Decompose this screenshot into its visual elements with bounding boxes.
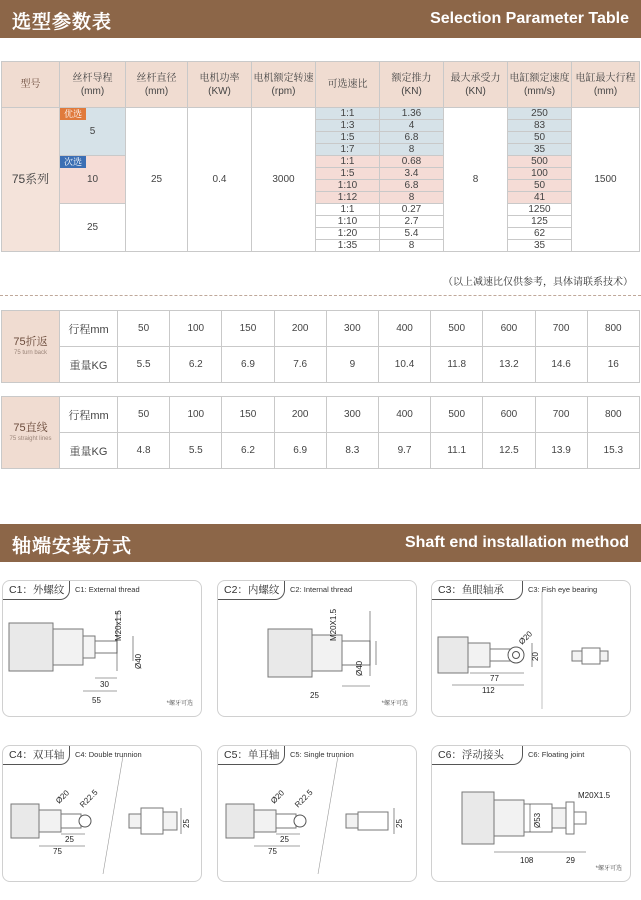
thrust-cell: 5.4 [380, 228, 444, 240]
weight-cell: 10.4 [378, 347, 430, 383]
thrust-cell: 2.7 [380, 216, 444, 228]
card-c3-fish-eye-bearing [431, 580, 631, 717]
table-header-cell: 型号 [2, 62, 60, 108]
table-row [2, 108, 640, 120]
section-title-en: Shaft end installation method [404, 534, 629, 551]
weight-cell: 6.9 [274, 433, 326, 469]
max-stroke-cell: 1500 [572, 108, 640, 252]
stroke-cell: 600 [483, 397, 535, 433]
svg-text:20 [531, 652, 540, 661]
c6-dim-thread: M20X1.5 [578, 791, 611, 800]
series-name-en: 75 straight lines [9, 436, 52, 442]
svg-text:75 [53, 847, 62, 856]
svg-text:M20X1.5 [578, 791, 611, 800]
c5-dim-length-short: 25 [280, 835, 289, 844]
table-header-cell: 最大承受力 (KN) [444, 62, 508, 108]
secondary-badge: 次选 [60, 156, 86, 168]
c6-drawing [432, 746, 630, 881]
speed-cell: 35 [508, 240, 572, 252]
svg-text:77 [490, 674, 499, 683]
stroke-cell: 100 [170, 311, 222, 347]
svg-text:30 [100, 680, 109, 689]
table-row [2, 156, 640, 168]
svg-text:25 [65, 835, 74, 844]
stroke-row [2, 397, 640, 433]
card-c2-internal-thread [217, 580, 417, 717]
lead-value: 5 [89, 126, 96, 137]
table-header-cell: 电机功率 (KW) [188, 62, 252, 108]
stroke-cell: 500 [431, 397, 483, 433]
svg-text:Ø53 [533, 812, 542, 828]
weight-cell: 5.5 [118, 347, 170, 383]
stroke-row [2, 311, 640, 347]
c3-drawing [432, 581, 630, 716]
svg-text:25 [310, 691, 319, 700]
ratio-cell: 1:5 [316, 132, 380, 144]
svg-text:Ø20 [269, 788, 286, 805]
section-title-zh: 轴端安装方式 [12, 536, 133, 557]
rpm-cell: 3000 [252, 108, 316, 252]
svg-text:75 [268, 847, 277, 856]
c3-dim-length-total: 112 [482, 686, 495, 695]
c6-dim-length-end: 29 [566, 856, 575, 865]
card-description: C5: Single trunnion [290, 750, 354, 759]
weight-row [2, 433, 640, 469]
thrust-cell: 0.68 [380, 156, 444, 168]
lead-cell [60, 156, 126, 204]
speed-cell: 50 [508, 132, 572, 144]
card-tab: C4：双耳轴 [9, 749, 65, 761]
card-description: C1: External thread [75, 585, 140, 594]
svg-text:25 [280, 835, 289, 844]
ratio-cell: 1:1 [316, 108, 380, 120]
table-header-cell: 电机额定转速 (rpm) [252, 62, 316, 108]
ratio-cell: 1:10 [316, 216, 380, 228]
weight-table-straight [1, 396, 640, 469]
card-c6-floating-joint [431, 745, 631, 882]
weight-label: 重量KG [60, 433, 118, 469]
card-note: *螺牙可选 [166, 701, 193, 707]
speed-cell: 250 [508, 108, 572, 120]
c3-dim-length-short: 77 [490, 674, 499, 683]
ratio-cell: 1:1 [316, 204, 380, 216]
c1-dim-diameter: Ø40 [134, 653, 143, 669]
ratio-cell: 1:5 [316, 168, 380, 180]
stroke-cell: 150 [222, 311, 274, 347]
weight-row [2, 347, 640, 383]
card-tab: C6：浮动接头 [438, 749, 504, 761]
thrust-cell: 8 [380, 144, 444, 156]
stroke-cell: 500 [431, 311, 483, 347]
svg-text:R22.5 [78, 788, 100, 810]
svg-text:29 [566, 856, 575, 865]
c4-dim-length-short: 25 [65, 835, 74, 844]
stroke-cell: 700 [535, 397, 587, 433]
ratio-cell: 1:7 [316, 144, 380, 156]
lead-value: 10 [86, 174, 99, 185]
section-title-en: Selection Parameter Table [430, 10, 629, 27]
speed-cell: 83 [508, 120, 572, 132]
c5-dim-length-total: 75 [268, 847, 277, 856]
stroke-cell: 200 [274, 311, 326, 347]
svg-text:25 [182, 819, 191, 828]
svg-text:108 [520, 856, 534, 865]
thrust-cell: 0.27 [380, 204, 444, 216]
c5-drawing [218, 746, 416, 881]
lead-cell [60, 204, 126, 252]
parameter-table [1, 61, 640, 252]
speed-cell: 500 [508, 156, 572, 168]
table-row [2, 204, 640, 216]
dashed-divider [0, 295, 641, 296]
c6-dim-length: 108 [520, 856, 534, 865]
table-header-cell: 电缸额定速度 (mm/s) [508, 62, 572, 108]
section-banner-selection [0, 0, 641, 38]
weight-cell: 9.7 [378, 433, 430, 469]
speed-cell: 125 [508, 216, 572, 228]
c1-dim-length-short: 30 [100, 680, 109, 689]
ratio-cell: 1:35 [316, 240, 380, 252]
c6-dim-diameter: Ø53 [533, 812, 542, 828]
c4-dim-radius: R22.5 [78, 787, 100, 810]
card-description: C6: Floating joint [528, 750, 585, 759]
svg-text:55 [92, 696, 101, 705]
speed-cell: 50 [508, 180, 572, 192]
weight-series-label [2, 397, 60, 469]
c4-dim-hole: Ø20 [54, 788, 72, 806]
weight-label: 重量KG [60, 347, 118, 383]
svg-text:R22.5 [293, 788, 315, 810]
stroke-cell: 100 [170, 397, 222, 433]
card-tab: C1：外螺纹 [9, 584, 65, 596]
speed-cell: 1250 [508, 204, 572, 216]
stroke-cell: 300 [326, 397, 378, 433]
ratio-cell: 1:20 [316, 228, 380, 240]
card-c4-double-trunnion [2, 745, 202, 882]
weight-cell: 4.8 [118, 433, 170, 469]
table-header-cell: 电缸最大行程 (mm) [572, 62, 640, 108]
weight-cell: 6.2 [170, 347, 222, 383]
ratio-cell: 1:12 [316, 192, 380, 204]
svg-text:M20X1.5 [329, 608, 338, 641]
weight-cell: 11.1 [431, 433, 483, 469]
stroke-cell: 300 [326, 311, 378, 347]
table-header-cell: 丝杆直径 (mm) [126, 62, 188, 108]
card-c1-external-thread [2, 580, 202, 717]
card-note: *螺牙可选 [381, 701, 408, 707]
ratio-cell: 1:3 [316, 120, 380, 132]
card-description: C3: Fish eye bearing [528, 585, 598, 594]
table-header-cell: 丝杆导程 (mm) [60, 62, 126, 108]
card-tab: C2：内螺纹 [224, 584, 280, 596]
table-header-cell: 可选速比 [316, 62, 380, 108]
stroke-cell: 700 [535, 311, 587, 347]
stroke-cell: 200 [274, 397, 326, 433]
weight-series-label [2, 311, 60, 383]
weight-cell: 13.2 [483, 347, 535, 383]
c1-dim-thread: M20x1.5 [114, 610, 123, 641]
power-cell: 0.4 [188, 108, 252, 252]
c4-dim-length-total: 75 [53, 847, 62, 856]
stroke-cell: 600 [483, 311, 535, 347]
c4-drawing [3, 746, 201, 881]
section-banner-shaft-end [0, 524, 641, 562]
stroke-cell: 800 [587, 311, 639, 347]
weight-cell: 5.5 [170, 433, 222, 469]
c5-dim-width: 25 [395, 819, 404, 828]
weight-table-turn-back [1, 310, 640, 383]
svg-text:Ø40 [355, 660, 364, 676]
preferred-badge: 优选 [60, 108, 86, 120]
c5-dim-radius: R22.5 [293, 787, 315, 810]
stroke-cell: 50 [118, 397, 170, 433]
svg-text:M20x1.5 [114, 610, 123, 641]
series-name: 75折返 [13, 336, 48, 348]
thrust-cell: 8 [380, 192, 444, 204]
thrust-cell: 3.4 [380, 168, 444, 180]
weight-cell: 6.2 [222, 433, 274, 469]
stroke-cell: 50 [118, 311, 170, 347]
c2-dim-length: 25 [310, 691, 319, 700]
svg-text:112 [482, 686, 495, 695]
thrust-cell: 8 [380, 240, 444, 252]
c2-dim-thread: M20X1.5 [329, 608, 338, 641]
card-description: C2: Internal thread [290, 585, 353, 594]
weight-cell: 6.9 [222, 347, 274, 383]
table-header-cell: 额定推力 (KN) [380, 62, 444, 108]
diameter-cell: 25 [126, 108, 188, 252]
series-name: 75系列 [2, 108, 60, 252]
lead-cell [60, 108, 126, 156]
weight-cell: 9 [326, 347, 378, 383]
speed-cell: 35 [508, 144, 572, 156]
speed-cell: 62 [508, 228, 572, 240]
c2-dim-diameter: Ø40 [355, 660, 364, 676]
c3-dim-hole: Ø20 [517, 629, 535, 647]
weight-cell: 8.3 [326, 433, 378, 469]
c5-dim-hole: Ø20 [269, 788, 287, 806]
svg-text:Ø40 [134, 653, 143, 669]
weight-cell: 7.6 [274, 347, 326, 383]
card-c5-single-trunnion [217, 745, 417, 882]
c1-dim-length-total: 55 [92, 696, 101, 705]
stroke-cell: 150 [222, 397, 274, 433]
speed-cell: 41 [508, 192, 572, 204]
weight-cell: 11.8 [431, 347, 483, 383]
table-header-row [2, 62, 640, 108]
stroke-label: 行程mm [60, 311, 118, 347]
ratio-cell: 1:1 [316, 156, 380, 168]
c3-dim-width: 20 [531, 652, 540, 661]
stroke-cell: 800 [587, 397, 639, 433]
weight-cell: 15.3 [587, 433, 639, 469]
table-note: （以上减速比仅供参考，具体请联系技术） [443, 277, 633, 288]
weight-cell: 13.9 [535, 433, 587, 469]
thrust-cell: 6.8 [380, 132, 444, 144]
card-note: *螺牙可选 [595, 866, 622, 872]
card-tab: C3：鱼眼轴承 [438, 584, 504, 596]
svg-text:25 [395, 819, 404, 828]
ratio-cell: 1:10 [316, 180, 380, 192]
lead-value: 25 [86, 222, 99, 233]
weight-cell: 14.6 [535, 347, 587, 383]
stroke-label: 行程mm [60, 397, 118, 433]
series-name: 75直线 [13, 422, 48, 434]
c1-drawing [3, 581, 201, 716]
svg-text:Ø20 [54, 788, 71, 805]
thrust-cell: 1.36 [380, 108, 444, 120]
c2-drawing [218, 581, 416, 716]
stroke-cell: 400 [378, 311, 430, 347]
thrust-cell: 4 [380, 120, 444, 132]
section-title-zh: 选型参数表 [12, 12, 113, 33]
card-tab: C5：单耳轴 [224, 749, 280, 761]
max-force-cell: 8 [444, 108, 508, 252]
card-description: C4: Double trunnion [75, 750, 142, 759]
c4-dim-width: 25 [182, 819, 191, 828]
weight-cell: 16 [587, 347, 639, 383]
speed-cell: 100 [508, 168, 572, 180]
series-name-en: 75 turn back [13, 350, 48, 356]
weight-cell: 12.5 [483, 433, 535, 469]
stroke-cell: 400 [378, 397, 430, 433]
thrust-cell: 6.8 [380, 180, 444, 192]
